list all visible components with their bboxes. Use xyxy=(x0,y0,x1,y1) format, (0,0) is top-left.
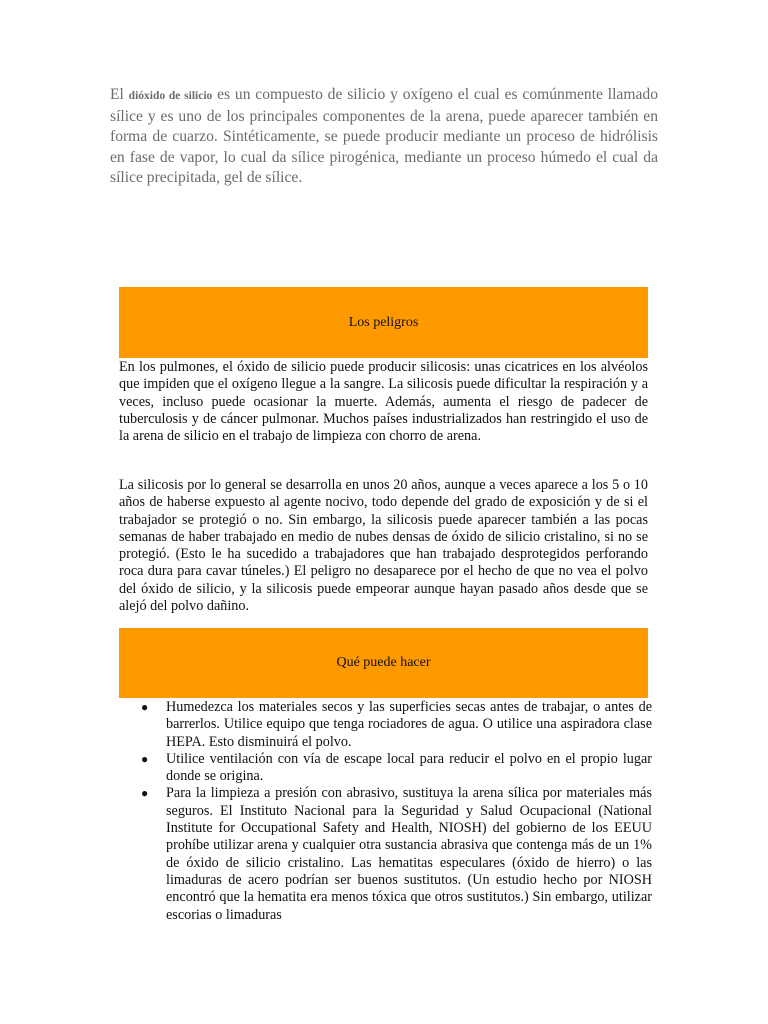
intro-paragraph xyxy=(110,85,658,189)
bullet-icon: ● xyxy=(141,786,149,801)
bullet-icon: ● xyxy=(141,751,149,766)
section-heading-peligros xyxy=(119,287,648,358)
list-item-text: Utilice ventilación con vía de escape local para reducir el polvo en el propio lugar donde se origina. xyxy=(166,750,652,785)
paragraph-text: En los pulmones, el óxido de silicio puede producir silicosis: unas cicatrices en los alvéolos que impiden que el oxígeno llegue a la sangre. La silicosis puede dificultar la respiración y a veces, incluso puede ocasionar la muerte. Además, aumenta el riesgo de padecer de tuberculosis y de cáncer pulmonar. Muchos países industrializados han restringido el uso de la arena de silicio en el trabajo de limpieza con chorro de arena. xyxy=(119,359,648,445)
list-item-text: Humedezca los materiales secos y las superficies secas antes de trabajar, o antes de barrerlos. Utilice equipo que tenga rociadores de agua. O utilice una aspiradora clase HEPA. Esto disminuirá el polvo. xyxy=(166,699,652,750)
list-item-text: Para la limpieza a presión con abrasivo, sustituya la arena sílica por materiales más seguros. El Instituto Nacional para la Seguridad y Salud Ocupacional (National Institute for Occupational Safety and Health, NIOSH) del gobierno de los EEUU prohíbe utilizar arena y cualquier otra sustancia abrasiva que contenga más de un 1% de óxido de silicio cristalino. Las hematitas especulares (óxido de hierro) o las limaduras de acero podrían ser buenos sustitutos. (Un estudio hecho por NIOSH encontró que la hematita era menos tóxica que otros sustitutos.) Sin embargo, utilizar escorias o limaduras xyxy=(166,785,652,923)
paragraph-text: La silicosis por lo general se desarrolla en unos 20 años, aunque a veces aparece a los 5 o 10 años de haberse expuesto al agente nocivo, todo depende del grado de exposición y de si el trabajador se protegió o no. Sin embargo, la silicosis puede aparecer también a las pocas semanas de haber trabajado en medio de nubes densas de óxido de silicio cristalino, si no se protegió. (Esto le ha sucedido a trabajadores que han trabajado desprotegidos perforando roca dura para cavar túneles.) El peligro no desaparece por el hecho de que no vea el polvo del óxido de silicio, y la silicosis puede empeorar aunque hayan pasado años desde que se alejó del polvo dañino. xyxy=(119,477,648,615)
list-item xyxy=(119,785,652,923)
intro-term: dióxido de silicio xyxy=(128,90,213,102)
list-item xyxy=(119,699,652,751)
intro-prefix: El xyxy=(110,86,129,103)
section-heading-que-puede-hacer xyxy=(119,628,648,698)
intro-text: es un compuesto de silicio y oxígeno el cual es comúnmente llamado sílice y es uno de los principales componentes de la arena, puede aparecer también en forma de cuarzo. Sintéticamente, se puede producir mediante un proceso de hidrólisis en fase de vapor, lo cual da sílice pirogénica, mediante un proceso húmedo el cual da sílice precipitada, gel de sílice. xyxy=(110,86,658,186)
list-item xyxy=(119,751,652,786)
peligros-paragraph-2 xyxy=(119,477,648,615)
peligros-paragraph-1 xyxy=(119,359,648,445)
section-heading-label: Qué puede hacer xyxy=(336,655,431,670)
bullet-icon: ● xyxy=(141,700,149,714)
recommendations-list xyxy=(119,699,652,924)
section-heading-label: Los peligros xyxy=(348,314,419,330)
